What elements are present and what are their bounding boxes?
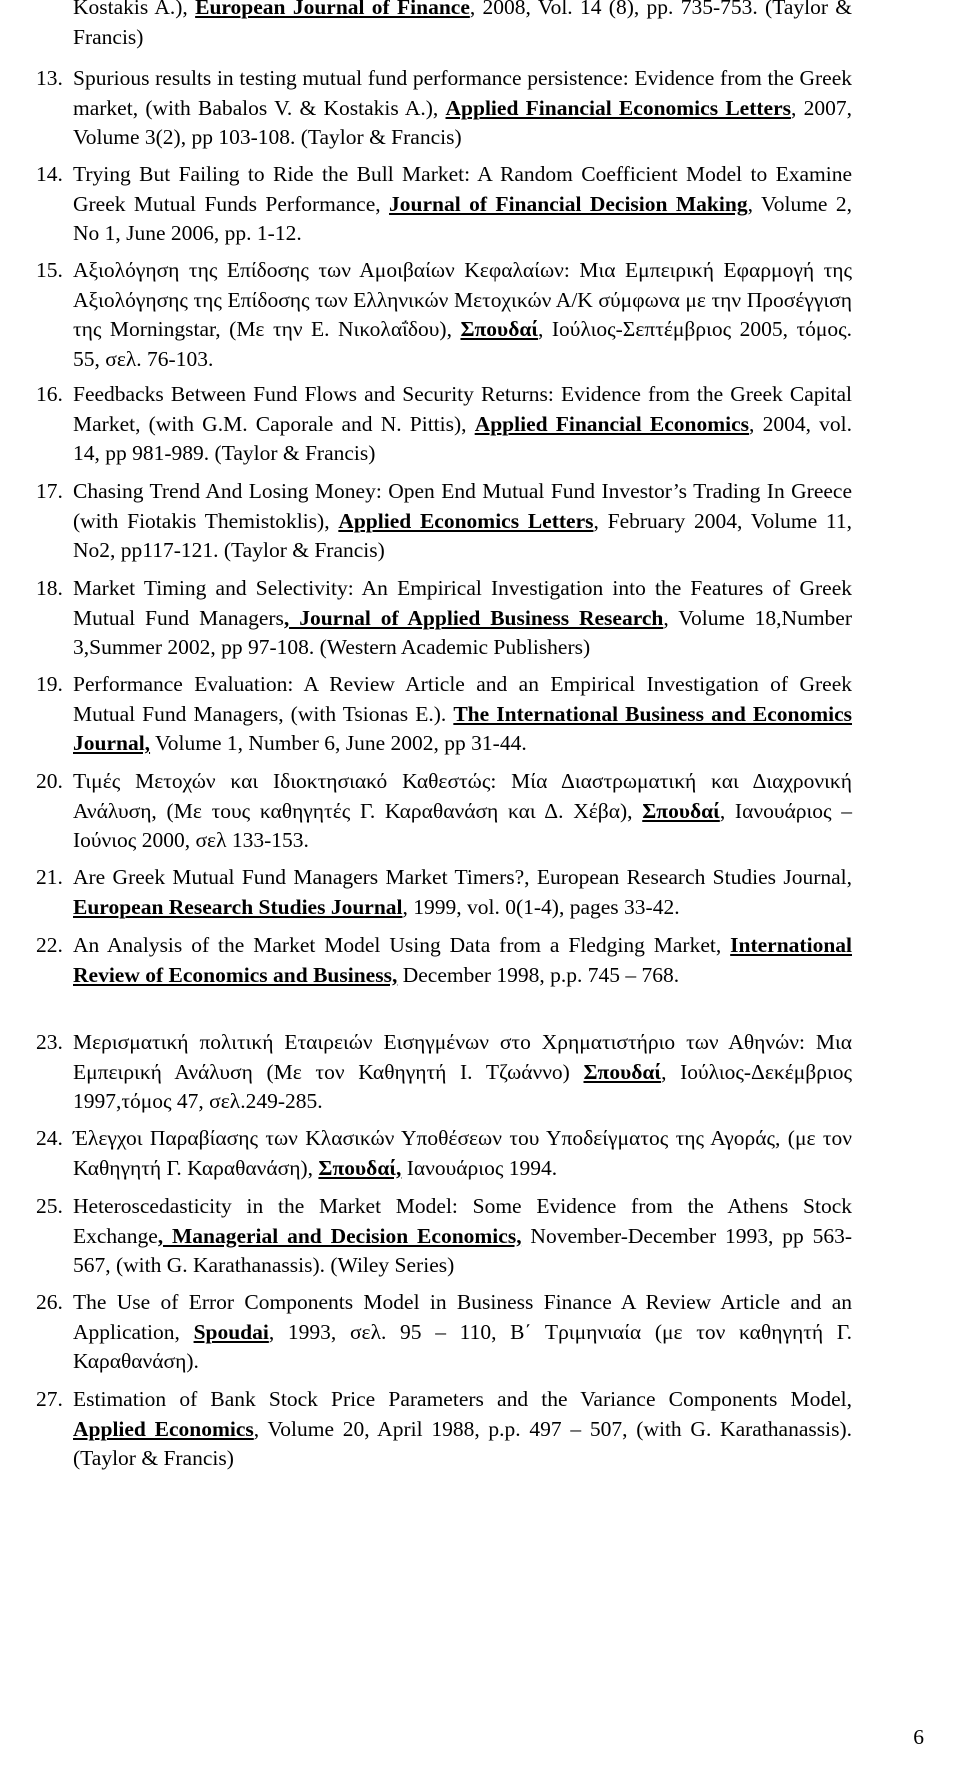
reference-item <box>36 767 852 856</box>
journal-title: Σπουδαί <box>460 317 539 341</box>
reference-number: 19. <box>36 672 63 696</box>
reference-item <box>36 160 852 249</box>
reference-item <box>36 1124 852 1183</box>
journal-title: Applied Economics Letters <box>338 508 594 533</box>
reference-details: Volume 1, Number 6, June 2002, pp 31-44. <box>150 731 527 755</box>
reference-text: Estimation of Bank Stock Price Parameters and the Variance Components Model, <box>73 1387 852 1411</box>
reference-details: , Volume 20, April 1988, p.p. 497 – 507, (with G. Karathanassis). (Taylor & Francis) <box>73 1416 853 1470</box>
reference-item <box>36 64 852 153</box>
reference-details: , 2007, Volume 3(2), pp 103-108. (Taylor & Francis) <box>73 95 853 149</box>
reference-details: November-December 1993, pp 563-567, (with G. Karathanassis). (Wiley Series) <box>73 1223 853 1277</box>
journal-title: European Journal of Finance <box>195 0 470 19</box>
reference-number: 27. <box>36 1387 63 1411</box>
reference-item <box>36 1385 852 1474</box>
reference-number: 16. <box>36 382 63 406</box>
journal-title: Spoudai <box>193 1319 269 1344</box>
reference-text: Are Greek Mutual Fund Managers Market Timers?, European Research Studies Journal, <box>73 865 852 889</box>
reference-item <box>36 477 852 566</box>
reference-text: Chasing Trend And Losing Money: Open End Mutual Fund Investor’s Trading In Greece (with Fiotakis Themistoklis), <box>73 479 852 533</box>
journal-title: Applied Financial Economics Letters <box>445 95 791 120</box>
reference-details: Ιανουάριος 1994. <box>401 1155 558 1180</box>
reference-number: 17. <box>36 479 63 503</box>
reference-text: Performance Evaluation: A Review Article and an Empirical Investigation of Greek Mutual Fund Managers, (with Tsionas E.). <box>73 672 852 726</box>
reference-item <box>36 380 852 469</box>
reference-text: Feedbacks Between Fund Flows and Security Returns: Evidence from the Greek Capital Market, (with G.M. Caporale and N. Pittis), <box>73 382 852 436</box>
journal-title: Journal of Financial Decision Making <box>389 191 748 216</box>
reference-details: , Volume 18,Number 3,Summer 2002, pp 97-108. (Western Academic Publishers) <box>73 605 852 659</box>
reference-details: , 1999, vol. 0(1-4), pages 33-42. <box>402 894 680 919</box>
reference-number: 21. <box>36 865 63 889</box>
reference-details: , Ιανουάριος – Ιούνιος 2000, σελ 133-153. <box>73 798 852 852</box>
reference-item <box>36 863 852 922</box>
reference-details: , Ιούλιος-Δεκέμβριος 1997,τόμος 47, σελ.249-285. <box>73 1059 852 1113</box>
reference-item <box>36 256 852 374</box>
reference-text: Trying But Failing to Ride the Bull Market: A Random Coefficient Model to Examine Greek Mutual Funds Performance, <box>73 162 852 216</box>
journal-title: Σπουδαί <box>583 1059 662 1084</box>
reference-text: An Analysis of the Market Model Using Data from a Fledging Market, <box>73 933 731 957</box>
reference-details: , 1993, σελ. 95 – 110, Β΄ Τριμηνιαία (με τον καθηγητή Γ. Καραθανάση). <box>73 1319 852 1373</box>
reference-text: Τιμές Μετοχών και Ιδιοκτησιακό Καθεστώς: Μία Διαστρωματική και Διαχρονική Ανάλυση, (Με τους καθηγητές Γ. Καραθανάση και Δ. Χέβα), <box>73 769 852 823</box>
reference-text: Έλεγχοι Παραβίασης των Κλασικών Υποθέσεων του Υποδείγματος της Αγοράς, (με τον Καθηγητή Γ. Καραθανάση), <box>73 1126 852 1180</box>
journal-title: , Journal of Applied Business Research <box>283 605 664 630</box>
journal-title: Σπουδαί, <box>318 1155 402 1180</box>
reference-text: Heteroscedasticity in the Market Model: Some Evidence from the Athens Stock Exchange <box>73 1194 852 1248</box>
reference-item <box>36 1028 852 1117</box>
reference-details: , Volume 2, No 1, June 2006, pp. 1-12. <box>73 191 852 245</box>
reference-details: , February 2004, Volume 11, No2, pp117-121. (Taylor & Francis) <box>73 508 853 562</box>
reference-text: Market Timing and Selectivity: An Empirical Investigation into the Features of Greek Mutual Fund Managers <box>73 576 852 630</box>
reference-number: 24. <box>36 1126 63 1150</box>
reference-details: , 2004, vol. 14, pp 981-989. (Taylor & Francis) <box>73 411 852 465</box>
reference-item <box>36 574 852 663</box>
reference-continuation <box>36 0 852 52</box>
journal-title: , Managerial and Decision Economics, <box>157 1223 522 1248</box>
journal-title: The International Business and Economics Journal, <box>73 701 852 755</box>
continuation-text-end: , 2008, Vol. 14 (8), pp. 735-753. (Taylor & Francis) <box>73 0 853 49</box>
reference-text: Spurious results in testing mutual fund performance persistence: Evidence from the Greek market, (with Babalos V. & Kostakis A.), <box>73 66 852 120</box>
reference-number: 26. <box>36 1290 63 1314</box>
journal-title: European Research Studies Journal <box>73 894 403 919</box>
journal-title: Applied Financial Economics <box>474 411 750 436</box>
reference-details: December 1998, p.p. 745 – 768. <box>397 962 680 987</box>
reference-number: 13. <box>36 66 63 90</box>
reference-details: , Ιούλιος-Σεπτέμβριος 2005, τόμος. 55, σελ. 76-103. <box>73 317 853 371</box>
journal-title: Applied Economics <box>73 1416 254 1441</box>
reference-number: 22. <box>36 933 63 957</box>
reference-number: 25. <box>36 1194 63 1218</box>
reference-item <box>36 1288 852 1377</box>
reference-item <box>36 931 852 990</box>
continuation-text: Kostakis A.), <box>73 0 196 19</box>
reference-text: Μερισματική πολιτική Εταιρειών Εισηγμένων στο Χρηματιστήριο των Αθηνών: Μια Εμπειρική Ανάλυση (Με τον Καθηγητή Ι. Τζωάννο) <box>73 1030 852 1084</box>
journal-title: International Review of Economics and Business, <box>73 933 852 987</box>
page-number: 6 <box>913 1725 924 1749</box>
reference-number: 18. <box>36 576 63 600</box>
reference-number: 15. <box>36 258 63 282</box>
journal-title: Σπουδαί <box>642 798 720 823</box>
reference-item <box>36 1192 852 1281</box>
reference-item <box>36 670 852 759</box>
reference-number: 14. <box>36 162 63 186</box>
reference-text: The Use of Error Components Model in Business Finance A Review Article and an Application, <box>73 1290 852 1344</box>
reference-number: 23. <box>36 1030 63 1054</box>
reference-text: Αξιολόγηση της Επίδοσης των Αμοιβαίων Κεφαλαίων: Μια Εμπειρική Εφαρμογή της Αξιολόγησης της Επίδοσης των Ελληνικών Μετοχικών Α/Κ σύμφωνα με την Προσέγγιση της Morningstar, (Με την Ε. Νικολαΐδου), <box>73 258 852 341</box>
reference-number: 20. <box>36 769 63 793</box>
